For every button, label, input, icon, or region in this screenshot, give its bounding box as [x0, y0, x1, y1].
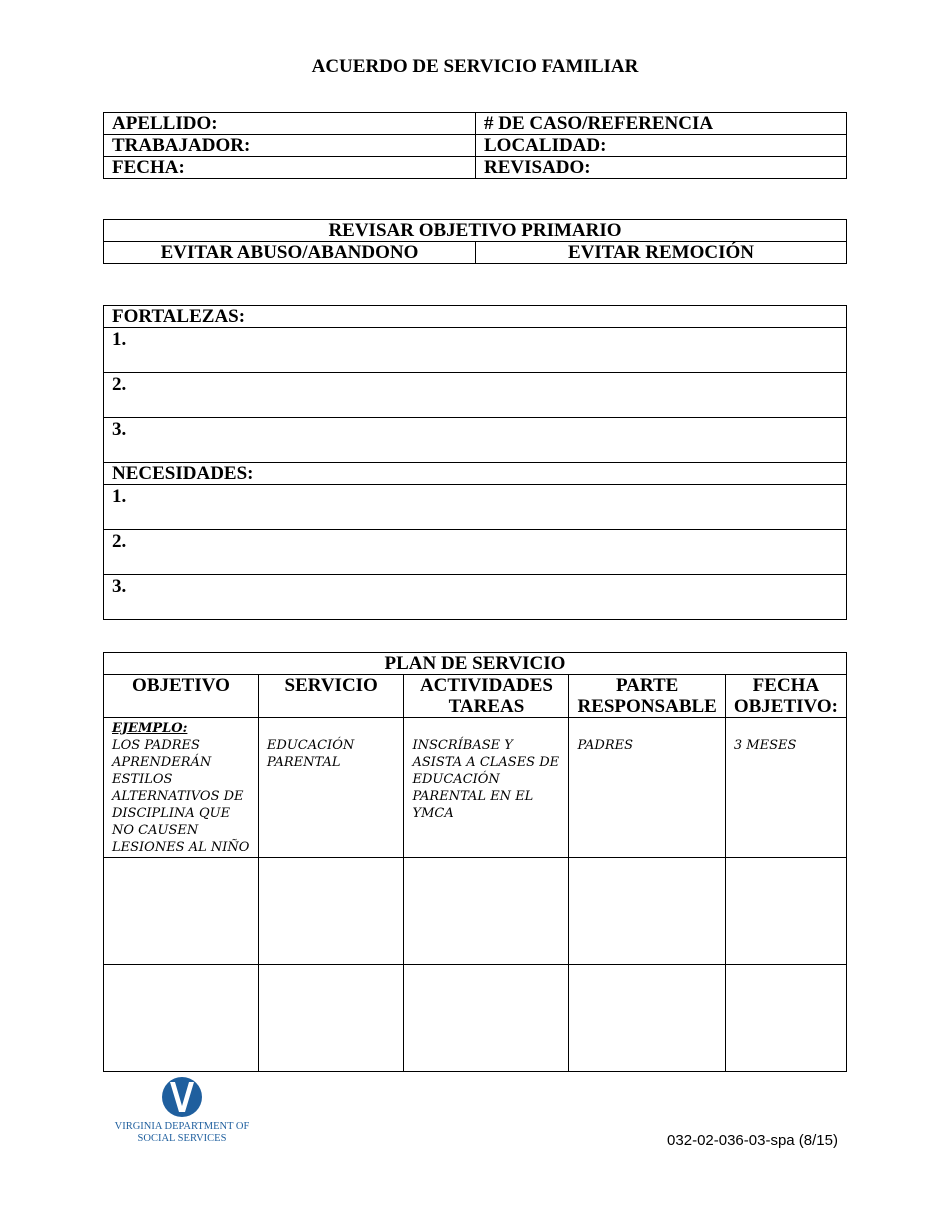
plan-cell[interactable] [569, 965, 725, 1072]
col-service: SERVICIO [258, 675, 404, 718]
vdss-logo [112, 1076, 252, 1145]
goal-option-removal[interactable]: EVITAR REMOCIÓN [476, 242, 847, 264]
plan-cell[interactable] [404, 858, 569, 965]
strength-row-2[interactable]: 2. [104, 373, 847, 418]
example-objective: LOS PADRES APRENDERÁN ESTILOS ALTERNATIVOS DE DISCIPLINA QUE NO CAUSEN LESIONES AL NIÑO [112, 738, 250, 855]
vdss-emblem-icon [161, 1076, 203, 1118]
example-service-cell[interactable] [258, 718, 404, 858]
example-target-date: 3 MESES [733, 738, 797, 753]
need-row-3[interactable]: 3. [104, 575, 847, 620]
plan-cell[interactable] [569, 858, 725, 965]
col-objective: OBJETIVO [104, 675, 259, 718]
needs-heading: NECESIDADES: [104, 463, 847, 485]
date-field[interactable]: FECHA: [104, 157, 476, 179]
primary-goal-table [103, 219, 847, 264]
example-target-date-cell[interactable] [725, 718, 846, 858]
goal-option-abuse[interactable]: EVITAR ABUSO/ABANDONO [104, 242, 476, 264]
plan-cell[interactable] [258, 858, 404, 965]
form-code: 032-02-036-03-spa (8/15) [667, 1132, 838, 1149]
example-label: EJEMPLO: [112, 721, 188, 736]
strengths-needs-table [103, 305, 847, 620]
locality-field[interactable]: LOCALIDAD: [476, 135, 847, 157]
example-activities: INSCRÍBASE Y ASISTA A CLASES DE EDUCACIÓN PARENTAL EN EL YMCA [412, 738, 560, 821]
plan-cell[interactable] [725, 858, 846, 965]
col-activities: ACTIVIDADES TAREAS [404, 675, 569, 718]
need-row-2[interactable]: 2. [104, 530, 847, 575]
example-activities-cell[interactable] [404, 718, 569, 858]
logo-line-2: SOCIAL SERVICES [137, 1133, 227, 1144]
example-responsible-cell[interactable] [569, 718, 725, 858]
plan-cell[interactable] [725, 965, 846, 1072]
plan-cell[interactable] [258, 965, 404, 1072]
worker-field[interactable]: TRABAJADOR: [104, 135, 476, 157]
strengths-heading: FORTALEZAS: [104, 306, 847, 328]
case-reference-field[interactable]: # DE CASO/REFERENCIA [476, 113, 847, 135]
example-objective-cell[interactable] [104, 718, 259, 858]
plan-row-blank-2 [104, 965, 847, 1072]
plan-cell[interactable] [104, 965, 259, 1072]
strength-row-1[interactable]: 1. [104, 328, 847, 373]
service-plan-heading: PLAN DE SERVICIO [104, 653, 847, 675]
service-plan-table [103, 652, 847, 1072]
plan-row-blank-1 [104, 858, 847, 965]
col-responsible: PARTE RESPONSABLE [569, 675, 725, 718]
example-row [104, 718, 847, 858]
col-target-date: FECHA OBJETIVO: [725, 675, 846, 718]
primary-goal-heading: REVISAR OBJETIVO PRIMARIO [104, 220, 847, 242]
plan-cell[interactable] [404, 965, 569, 1072]
case-info-table [103, 112, 847, 179]
reviewed-field[interactable]: REVISADO: [476, 157, 847, 179]
surname-field[interactable]: APELLIDO: [104, 113, 476, 135]
example-service: EDUCACIÓN PARENTAL [266, 738, 355, 770]
need-row-1[interactable]: 1. [104, 485, 847, 530]
strength-row-3[interactable]: 3. [104, 418, 847, 463]
form-title: ACUERDO DE SERVICIO FAMILIAR [311, 56, 639, 77]
logo-line-1: VIRGINIA DEPARTMENT OF [114, 1121, 250, 1132]
plan-cell[interactable] [104, 858, 259, 965]
example-responsible: PADRES [577, 738, 634, 753]
